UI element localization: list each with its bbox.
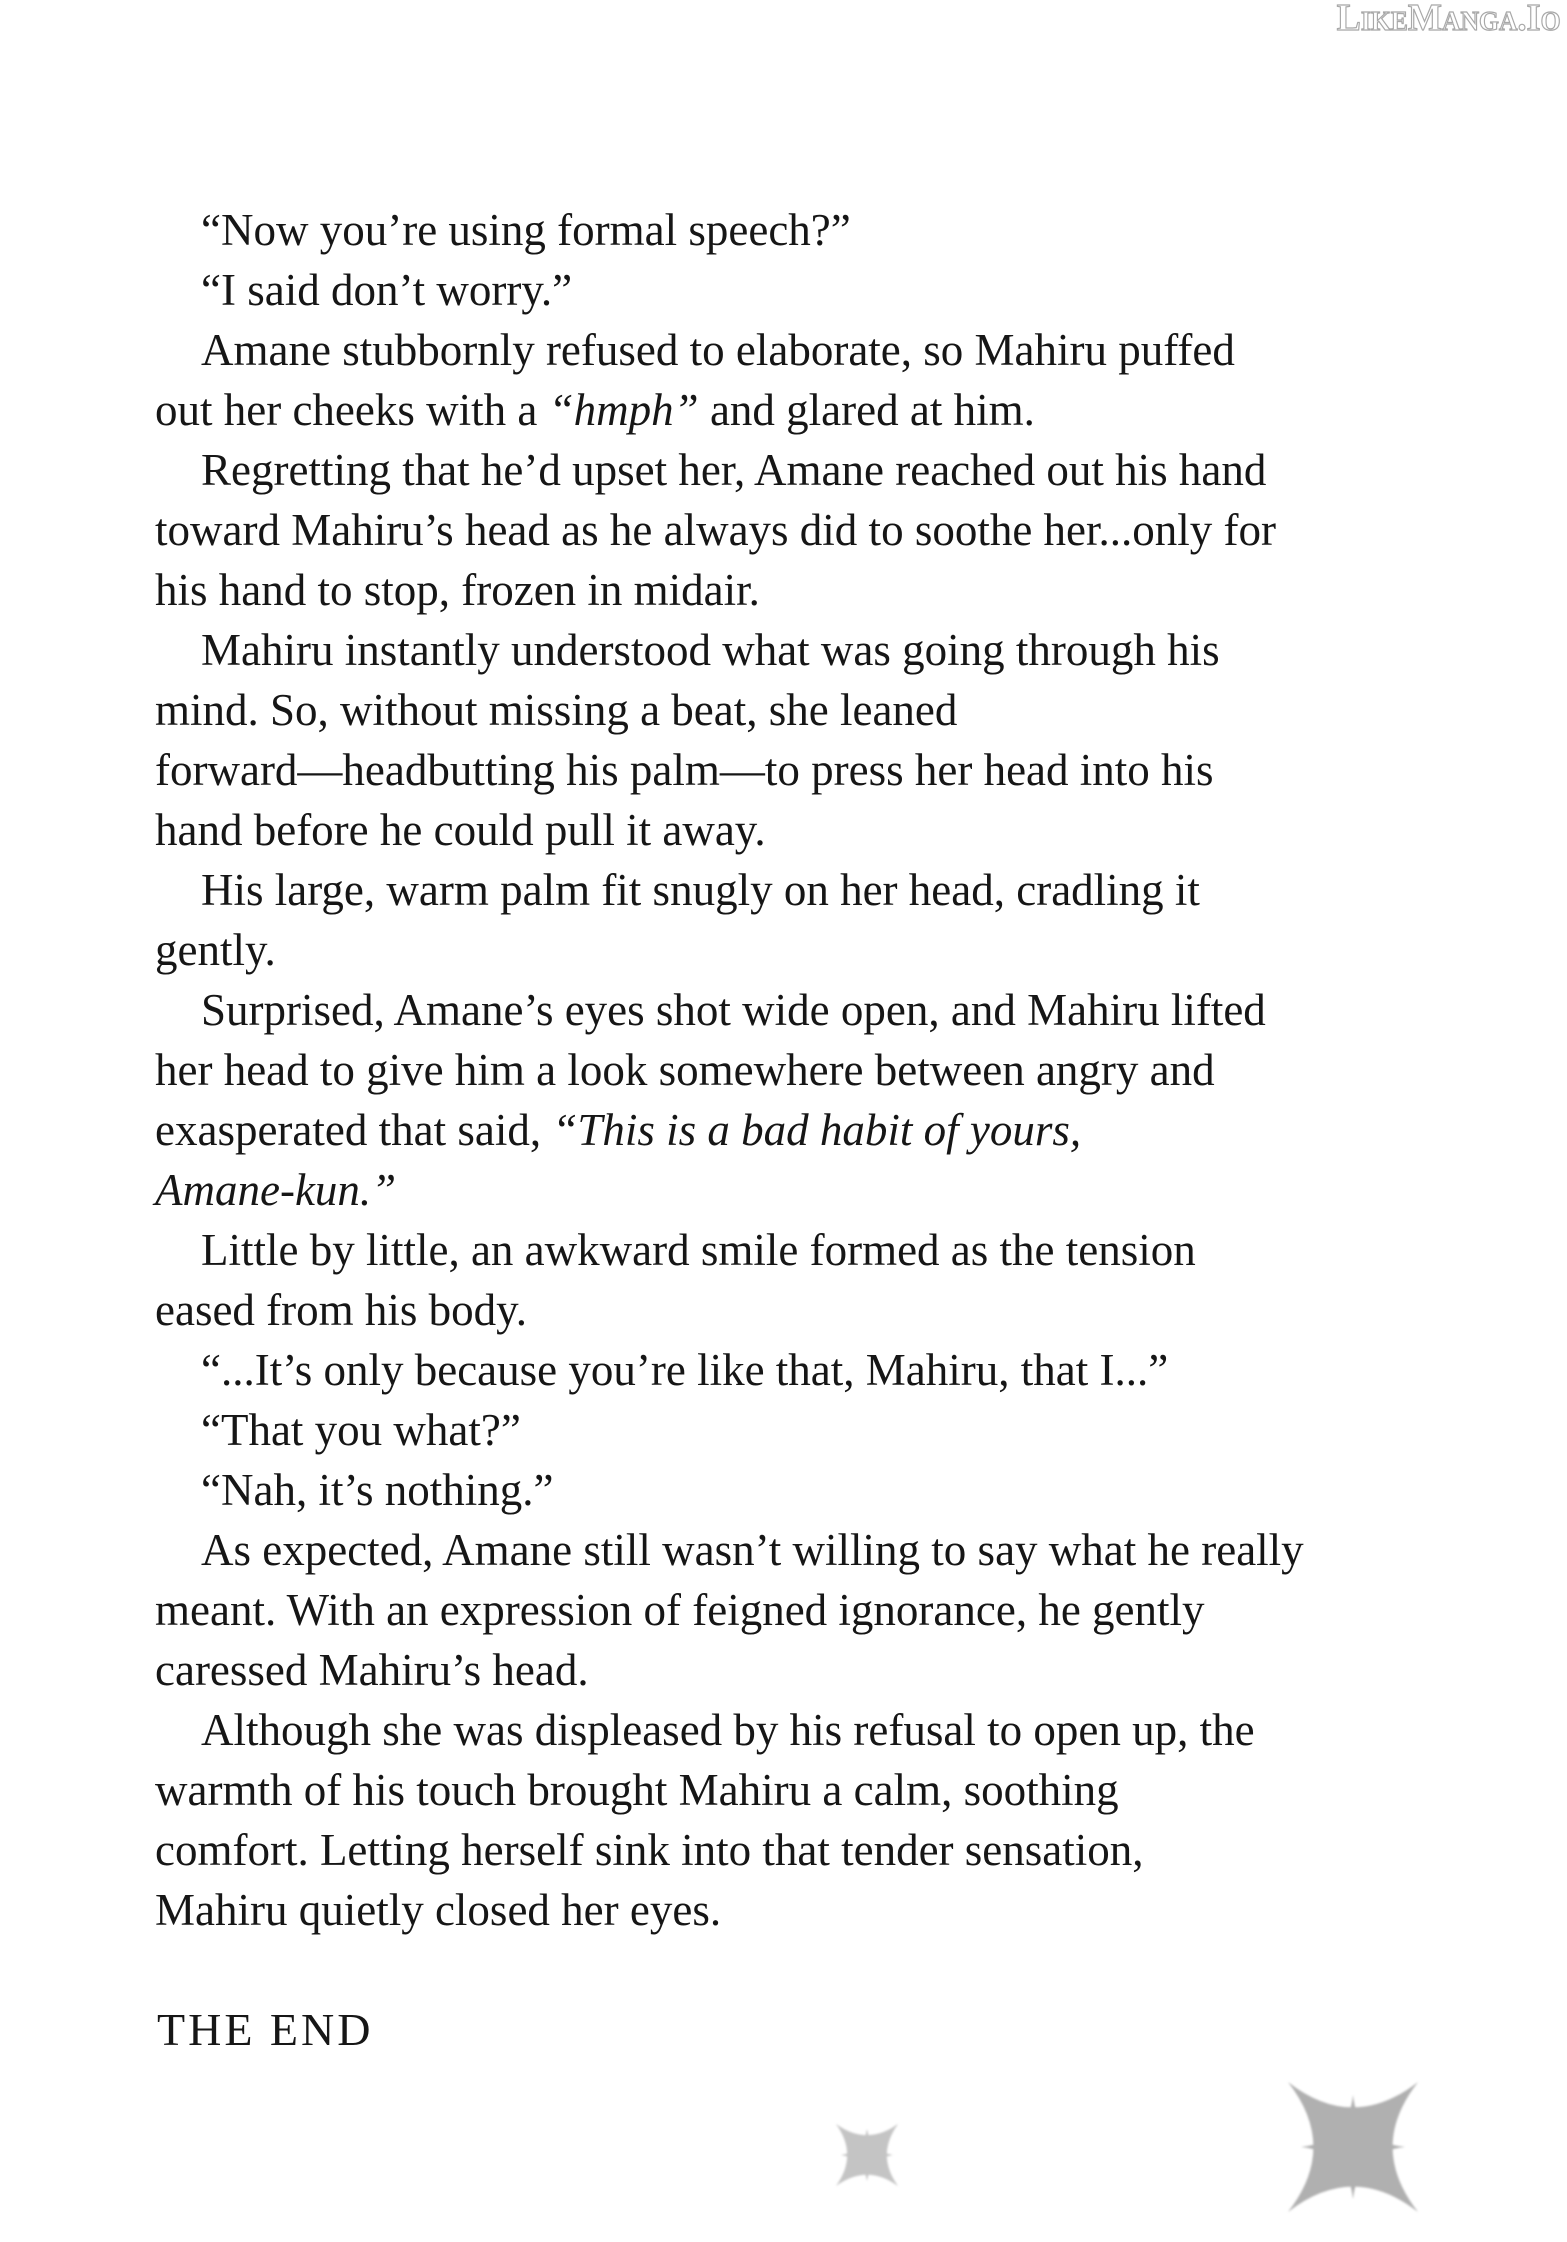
the-end-label: THE END — [157, 2004, 374, 2055]
body-text — [155, 200, 1445, 1940]
text-line: Little by little, an awkward smile formed as the tension — [201, 1225, 1196, 1275]
text-line: Amane-kun.” — [155, 1165, 397, 1215]
text-line: Amane stubbornly refused to elaborate, so Mahiru puffed — [201, 325, 1235, 375]
text-line: Regretting that he’d upset her, Amane reached out his hand — [201, 445, 1267, 495]
text-line: warmth of his touch brought Mahiru a calm, soothing — [155, 1765, 1119, 1815]
site-watermark: LikeManga.Io — [1337, 0, 1561, 39]
sparkle-icon — [1258, 2052, 1448, 2242]
text-line: Mahiru instantly understood what was going through his — [201, 625, 1220, 675]
text-line: “I said don’t worry.” — [201, 265, 573, 315]
text-line: “Now you’re using formal speech?” — [201, 205, 851, 255]
text-line: comfort. Letting herself sink into that tender sensation, — [155, 1825, 1144, 1875]
text-line: his hand to stop, frozen in midair. — [155, 565, 760, 615]
text-line: His large, warm palm fit snugly on her head, cradling it — [201, 865, 1200, 915]
text-line: “That you what?” — [201, 1405, 521, 1455]
text-line: As expected, Amane still wasn’t willing to say what he really — [201, 1525, 1304, 1575]
text-line: out her cheeks with a “hmph” and glared at him. — [155, 385, 1035, 435]
text-line: mind. So, without missing a beat, she leaned — [155, 685, 958, 735]
text-line: her head to give him a look somewhere between angry and — [155, 1045, 1215, 1095]
text-line: “...It’s only because you’re like that, Mahiru, that I...” — [201, 1345, 1169, 1395]
text-line: eased from his body. — [155, 1285, 527, 1335]
text-line: toward Mahiru’s head as he always did to soothe her...only for — [155, 505, 1277, 555]
text-line: Mahiru quietly closed her eyes. — [155, 1885, 722, 1935]
text-line: exasperated that said, “This is a bad habit of yours, — [155, 1105, 1082, 1155]
text-line: gently. — [155, 925, 276, 975]
text-line: Although she was displeased by his refusal to open up, the — [201, 1705, 1255, 1755]
sparkle-icon — [817, 2105, 917, 2205]
text-line: forward—headbutting his palm—to press her head into his — [155, 745, 1214, 795]
text-line: Surprised, Amane’s eyes shot wide open, and Mahiru lifted — [201, 985, 1266, 1035]
text-line: “Nah, it’s nothing.” — [201, 1465, 554, 1515]
text-line: meant. With an expression of feigned ignorance, he gently — [155, 1585, 1205, 1635]
text-line: hand before he could pull it away. — [155, 805, 766, 855]
text-line: caressed Mahiru’s head. — [155, 1645, 589, 1695]
